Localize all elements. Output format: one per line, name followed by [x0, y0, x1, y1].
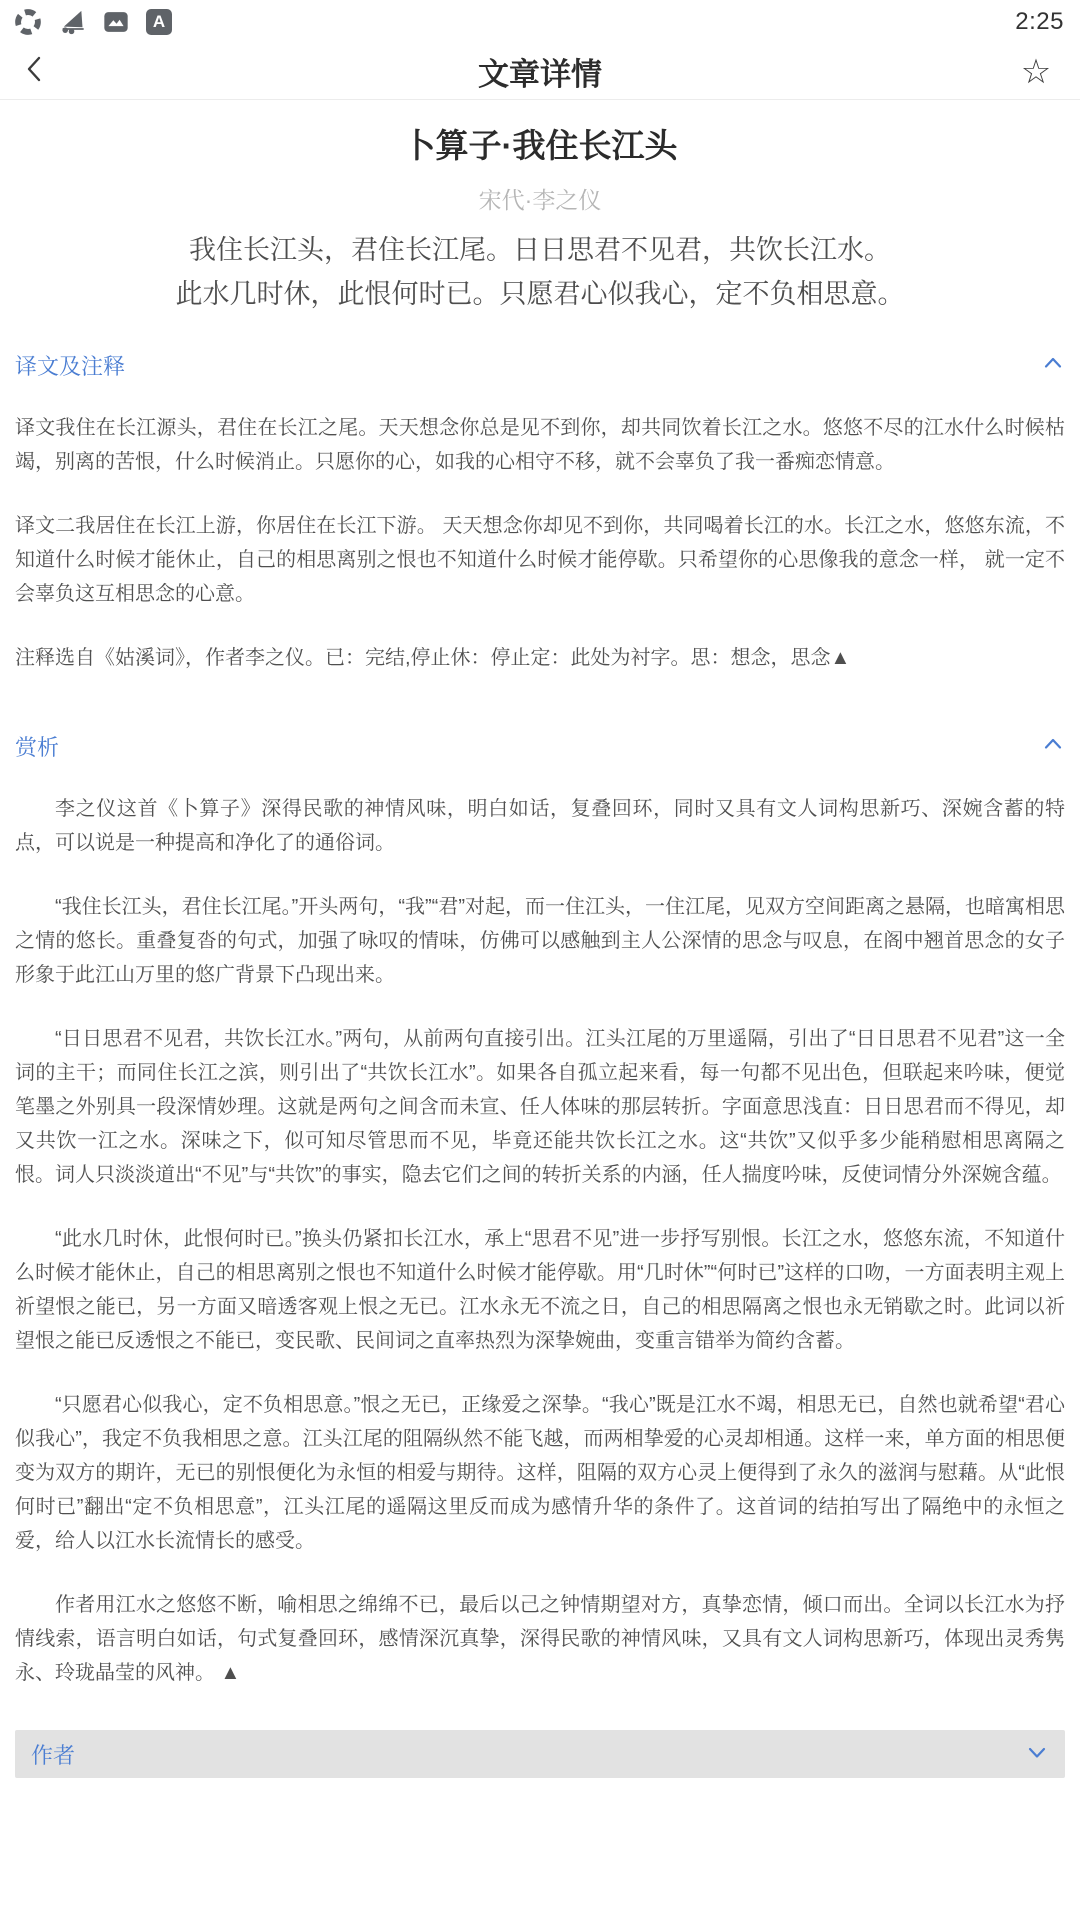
back-button[interactable] [22, 52, 62, 92]
letter-a-icon: A [146, 9, 172, 35]
appreciation-paragraph: “此水几时休，此恨何时已。”换头仍紧扣长江水，承上“思君不见”进一步抒写别恨。长江之水，悠悠东流，不知道什么时候才能休止，自己的相思离别之恨也不知道什么时候才能停歇。用“几时休”“何时已”这样的口吻，一方面表明主观上祈望恨之能已，另一方面又暗透客观上恨之无已。江水永无不流之日，自己的相思隔离之恨也永无销歇之时。此词以祈望恨之能已反透恨之不能已，变民歌、民间词之直率热烈为深挚婉曲，变重言错举为简约含蓄。 [15, 1228, 1065, 1352]
appreciation-paragraph: “日日思君不见君，共饮长江水。”两句，从前两句直接引出。江头江尾的万里遥隔，引出了“日日思君不见君”这一全词的主干；而同住长江之滨，则引出了“共饮长江水”。如果各自孤立起来看，每一句都不见出色，但联起来吟味，便觉笔墨之外别具一段深情妙理。这就是两句之间含而未宣、任人体味的那层转折。字面意思浅直：日日思君而不得见，却又共饮一江之水。深味之下，似可知尽管思而不见，毕竟还能共饮长江之水。这“共饮”又似乎多少能稍慰相思离隔之恨。词人只淡淡道出“不见”与“共饮”的事实，隐去它们之间的转折关系的内涵，任人揣度吟味，反使词情分外深婉含蕴。 [15, 1028, 1065, 1186]
notes-paragraph: 注释选自《姑溪词》，作者李之仪。已：完结,停止休：停止定：此处为衬字。思：想念，思念▲ [15, 647, 851, 669]
appreciation-paragraph: 李之仪这首《卜算子》深得民歌的神情风味，明白如话，复叠回环，同时又具有文人词构思新巧、深婉含蓄的特点，可以说是一种提高和净化了的通俗词。 [15, 798, 1065, 854]
pinwheel-icon [14, 8, 42, 36]
section-title: 作者 [31, 1742, 76, 1768]
section-title: 赏析 [15, 735, 60, 760]
navigation-icon [58, 8, 86, 36]
section-header-appreciation[interactable] [15, 731, 1065, 762]
appreciation-paragraph: “只愿君心似我心，定不负相思意。”恨之无已，正缘爱之深挚。“我心”既是江水不竭，相思无已，自然也就希望“君心似我心”，我定不负我相思之意。江头江尾的阻隔纵然不能飞越，而两相挚爱的心灵却相通。这样一来，单方面的相思便变为双方的期许，无已的别恨便化为永恒的相爱与期待。这样，阻隔的双方心灵上便得到了永久的滋润与慰藉。从“此恨何时已”翻出“定不负相思意”，江头江尾的遥隔这里反而成为感情升华的条件了。这首词的结拍写出了隔绝中的永恒之爱，给人以江水长流情长的感受。 [15, 1394, 1065, 1552]
notification-icons [14, 8, 172, 36]
favorite-button[interactable] [1014, 50, 1058, 94]
poem-text [15, 228, 1065, 316]
article-content [0, 100, 1080, 1920]
chevron-up-icon[interactable] [1041, 351, 1065, 380]
chevron-down-icon[interactable] [1025, 1740, 1049, 1769]
back-chevron-icon [22, 54, 48, 89]
chevron-up-icon[interactable] [1041, 732, 1065, 761]
clock: 2:25 [1015, 8, 1064, 35]
appreciation-paragraph: “我住长江头，君住长江尾。”开头两句，“我”“君”对起，而一住江头，一住江尾，见双方空间距离之悬隔，也暗寓相思之情的悠长。重叠复沓的句式，加强了咏叹的情味，仿佛可以感触到主人公深情的思念与叹息，在阁中翘首思念的女子形象于此江山万里的悠广背景下凸现出来。 [15, 896, 1065, 986]
appreciation-paragraph: 作者用江水之悠悠不断，喻相思之绵绵不已，最后以己之钟情期望对方，真挚恋情，倾口而出。全词以长江水为抒情线索，语言明白如话，句式复叠回环，感情深沉真挚，深得民歌的神情风味，又具有文人词构思新巧，体现出灵秀隽永、玲珑晶莹的风神。 ▲ [15, 1594, 1065, 1684]
app-bar [0, 44, 1080, 100]
translation-paragraph: 译文我住在长江源头，君住在长江之尾。天天想念你总是见不到你，却共同饮着长江之水。悠悠不尽的江水什么时候枯竭，别离的苦恨，什么时候消止。只愿你的心，如我的心相守不移，就不会辜负了我一番痴恋情意。 [15, 417, 1065, 473]
star-icon: ☆ [1020, 52, 1052, 91]
poem-line: 此水几时休，此恨何时已。只愿君心似我心，定不负相思意。 [175, 279, 905, 309]
poem-author: 宋代·李之仪 [478, 187, 602, 213]
section-title: 译文及注释 [15, 354, 126, 379]
translation-paragraph: 译文二我居住在长江上游，你居住在长江下游。 天天想念你却见不到你，共同喝着长江的水。长江之水，悠悠东流，不知道什么时候才能休止，自己的相思离别之恨也不知道什么时候才能停歇。只希望你的心思像我的意念一样， 就一定不会辜负这互相思念的心意。 [15, 515, 1065, 605]
gallery-icon [102, 8, 130, 36]
section-header-translation[interactable] [15, 350, 1065, 381]
poem-line: 我住长江头，君住长江尾。日日思君不见君，共饮长江水。 [189, 235, 891, 265]
status-bar [0, 0, 1080, 44]
page-title: 文章详情 [478, 57, 602, 92]
section-header-author[interactable] [15, 1730, 1065, 1778]
poem-title: 卜算子·我住长江头 [402, 127, 678, 164]
